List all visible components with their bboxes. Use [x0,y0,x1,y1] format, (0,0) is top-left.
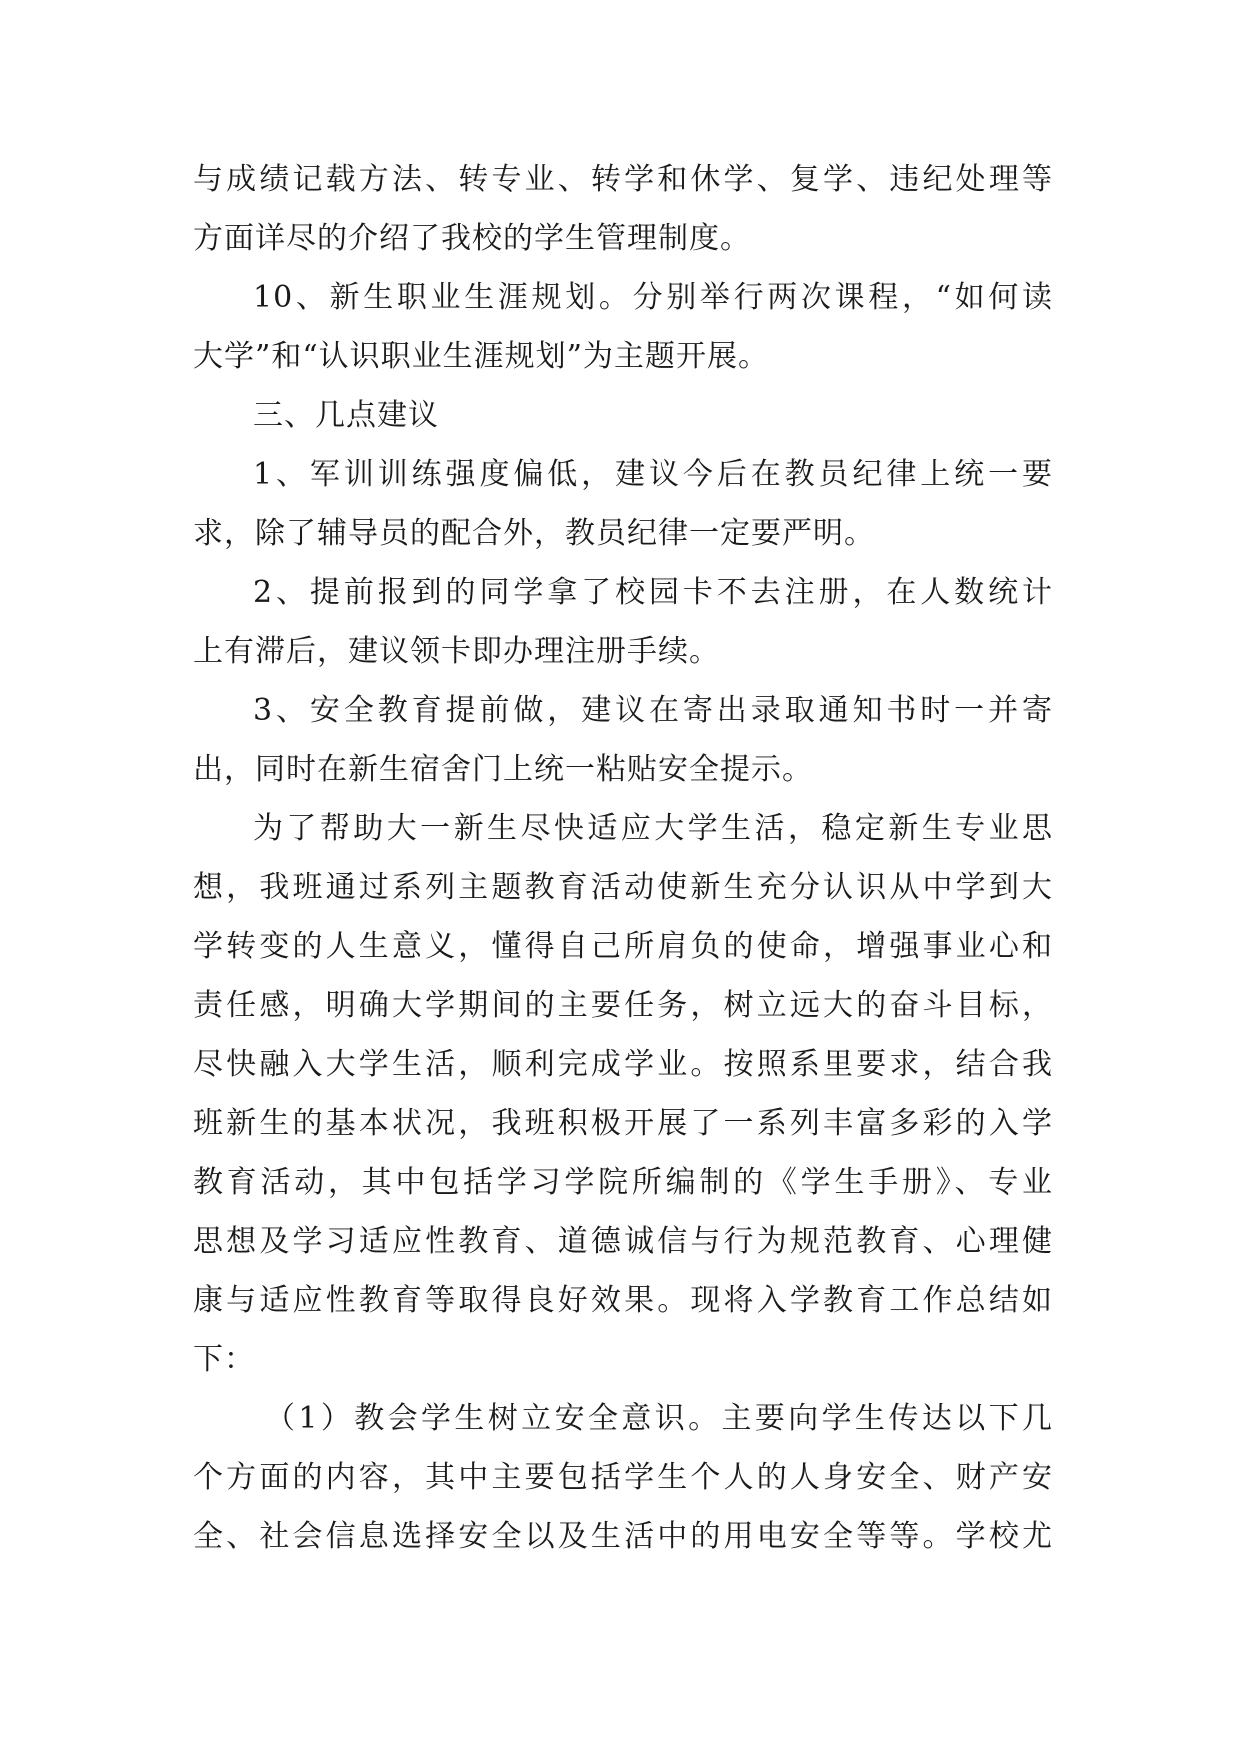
text-line: 班新生的基本状况，我班积极开展了一系列丰富多彩的入学 [193,1106,1053,1141]
text-line: 3、安全教育提前做，建议在寄出录取通知书时一并寄 [253,693,1053,728]
text-line: 个方面的内容，其中主要包括学生个人的人身安全、财产安 [193,1460,1053,1495]
text-line: 想，我班通过系列主题教育活动使新生充分认识从中学到大 [193,870,1053,905]
text-line: 求，除了辅导员的配合外，教员纪律一定要严明。 [193,516,875,551]
document-body [193,150,1053,1566]
text-line: （1）教会学生树立安全意识。主要向学生传达以下几 [265,1401,1053,1436]
text-line: 2、提前报到的同学拿了校园卡不去注册，在人数统计 [253,575,1053,610]
text-line: 全、社会信息选择安全以及生活中的用电安全等等。学校尤 [193,1519,1053,1554]
text-line: 方面详尽的介绍了我校的学生管理制度。 [193,221,751,256]
text-line: 大学”和“认识职业生涯规划”为主题开展。 [193,339,770,374]
text-line: 责任感，明确大学期间的主要任务，树立远大的奋斗目标， [193,988,1053,1023]
text-line: 尽快融入大学生活，顺利完成学业。按照系里要求，结合我 [193,1047,1053,1082]
text-line: 上有滞后，建议领卡即办理注册手续。 [193,634,720,669]
text-line: 思想及学习适应性教育、道德诚信与行为规范教育、心理健 [193,1224,1053,1259]
text-line: 10、新生职业生涯规划。分别举行两次课程，“如何读 [253,280,1053,315]
text-line: 出，同时在新生宿舍门上统一粘贴安全提示。 [193,752,813,787]
text-line: 下： [193,1342,255,1377]
text-line: 与成绩记载方法、转专业、转学和休学、复学、违纪处理等 [193,162,1053,197]
text-line: 学转变的人生意义，懂得自己所肩负的使命，增强事业心和 [193,929,1053,964]
text-line: 教育活动，其中包括学习学院所编制的《学生手册》、专业 [193,1165,1053,1200]
text-line: 1、军训训练强度偏低，建议今后在教员纪律上统一要 [253,457,1053,492]
section-heading: 三、几点建议 [253,398,439,433]
text-line: 康与适应性教育等取得良好效果。现将入学教育工作总结如 [193,1283,1053,1318]
text-line: 为了帮助大一新生尽快适应大学生活，稳定新生专业思 [253,811,1053,846]
